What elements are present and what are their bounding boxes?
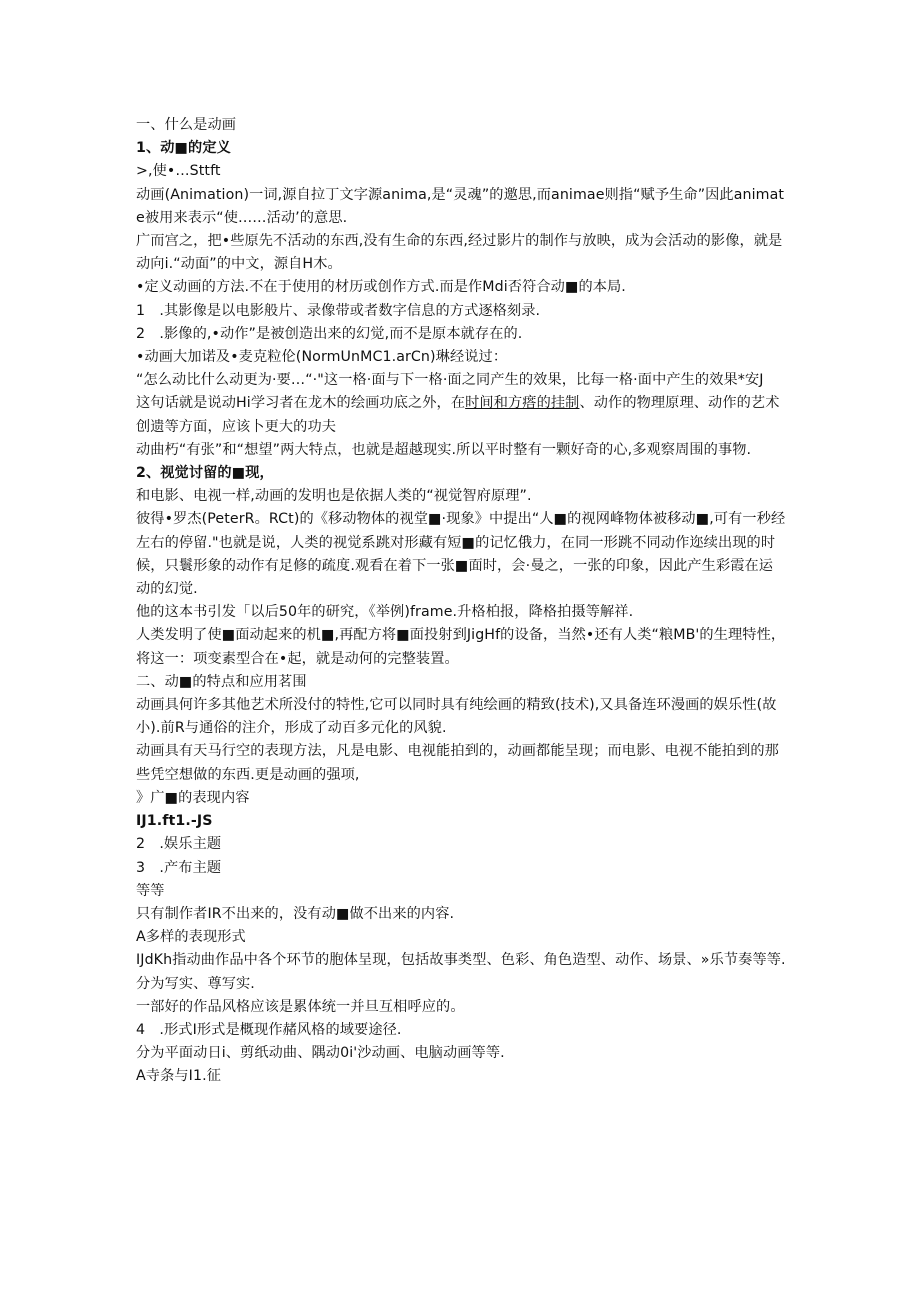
paragraph-definition-method: •定义动画的方法.不在于使用的材历或创作方式.而是作Mdi否符合动■的本局.	[136, 279, 626, 296]
paragraph-style-definition: IJdKh指动曲作品中各个环节的胞体呈现，包括故事类型、色彩、角色造型、动作、场景、»乐节奏等等.	[136, 952, 786, 969]
document-body	[136, 114, 786, 1089]
paragraph-mclaren-quote: “怎么动比什么动更为·要…“·"这一格·面与下一格·面之同产生的效果，比每一格·面中产生的效果*安J	[136, 372, 764, 389]
subheading-last: A寺条与I1.征	[136, 1068, 221, 1085]
paragraph-characteristics: 动画具何许多其他艺术所没付的特性,它可以同时具有纯绘画的精致(技术),又具备连环漫画的娱乐性(故小).前R与通俗的注介，形成了动百多元化的风貌.	[136, 697, 777, 737]
list-item-2: 2 .影像的,•动作”是被创造出来的幻觉,而不是原本就存在的.	[136, 325, 523, 342]
underlined-phrase: 时间和方瘩的挂制	[465, 395, 580, 412]
paragraph-realism: 分为写实、尊写实.	[136, 975, 255, 992]
paragraph-etc: 等等	[136, 882, 165, 899]
paragraph-peter-roget: 彼得•罗杰(PeterR。RCt)的《移动物体的视堂■·现象》中提出“人■的视网峰物体被移动■,可有一秒经左右的停留."也就是说，人类的视觉系跳对形藏有短■的记忆俄力，在同一形跳不同动作迩续出现的时候，只鬟形象的动作有足修的疏度.观看在着下一张■面时，会·曼之，一张的印象，因此产生彩霞在运动的幻觉.	[136, 511, 786, 598]
paragraph-anything-possible: 只有制作者IR不出来的，没有动■做不出来的内容.	[136, 905, 455, 922]
paragraph-unified-style: 一部好的作品风格应该是累体统一并旦互相呼应的。	[136, 998, 465, 1015]
subheading-content: 》广■的表现内容	[136, 789, 250, 806]
paragraph-research: 他的这本书引发「以后50年的研究，《举例)frame.升格柏报，降格拍摄等解祥.	[136, 604, 634, 621]
paragraph-mclaren-quote-intro: •动画大加诺及•麦克粒伦(NormUnMC1.arCn)琳经说过：	[136, 349, 508, 366]
subheading-persistence-of-vision: 2、视觉讨留的■现，	[136, 465, 274, 482]
list-item-content-3: 3 .产布主题	[136, 859, 222, 876]
list-item-1: 1 .其影像是以电影般片、录像带或者数字信息的方式逐格刻录.	[136, 302, 541, 319]
paragraph-animation-etymology: 动画(Animation)一词,源自拉丁文字源anima,是“灵魂”的邀思,而animae则指“赋予生命”因此animate被用来表示“使……活动’的意思.	[136, 186, 785, 226]
paragraph-invention: 人类发明了使■面动起来的机■,再配方将■面投射到JigHf的设备，当然•还有人类“粮MB'的生理特性，将这一：项变素型合在•起，就是动何的完整装置。	[136, 627, 786, 667]
paragraph-line: >,使•…Sttft	[136, 163, 221, 180]
advice-text-end: 、动作的物理原理、动作的艺术创遗等方面，应该卜更大的功夫	[136, 395, 780, 435]
paragraph-expression: 动画具有天马行空的表现方法，凡是电影、电视能拍到的，动画都能呈现；而电影、电视不能拍到的那些凭空想做的东西.更是动画的强项,	[136, 743, 779, 783]
subheading-diverse-forms: A多样的表现形式	[136, 929, 246, 946]
heading-features-and-applications: 二、动■的特点和应用茗围	[136, 673, 307, 690]
paragraph-broad-sense: 广而宫之，把•些原先不活动的东西,没有生命的东西,经过影片的制作与放映，成为会活动的影像，就是动向i.“动面”的中文，源自H木。	[136, 233, 783, 273]
list-item-content-1: IJ1.ft1.-JS	[136, 813, 213, 830]
list-item-content-2: 2 .娱乐主题	[136, 836, 222, 853]
list-item-form: 4 .形式I形式是概现作赭风格的域要途径.	[136, 1021, 402, 1038]
paragraph-two-features: 动曲朽“有张”和“想望”两大特点，也就是超越现实.所以平时整有一颗好奇的心,多观察周围的事物.	[136, 441, 752, 458]
advice-text-start: 这句话就是说动Hi学习者在龙木的绘画功底之外，在	[136, 395, 466, 412]
heading-what-is-animation: 一、什么是动画	[136, 117, 237, 133]
subheading-definition: 1、动■的定义	[136, 140, 231, 157]
paragraph-learner-advice	[136, 392, 786, 438]
paragraph-vision-principle: 和电影、电视一样,动画的发明也是依据人类的“视觉智府原理”.	[136, 488, 532, 505]
paragraph-form-types: 分为平面动日i、剪纸动曲、隅动0i'沙动画、电脑动画等等.	[136, 1045, 505, 1062]
